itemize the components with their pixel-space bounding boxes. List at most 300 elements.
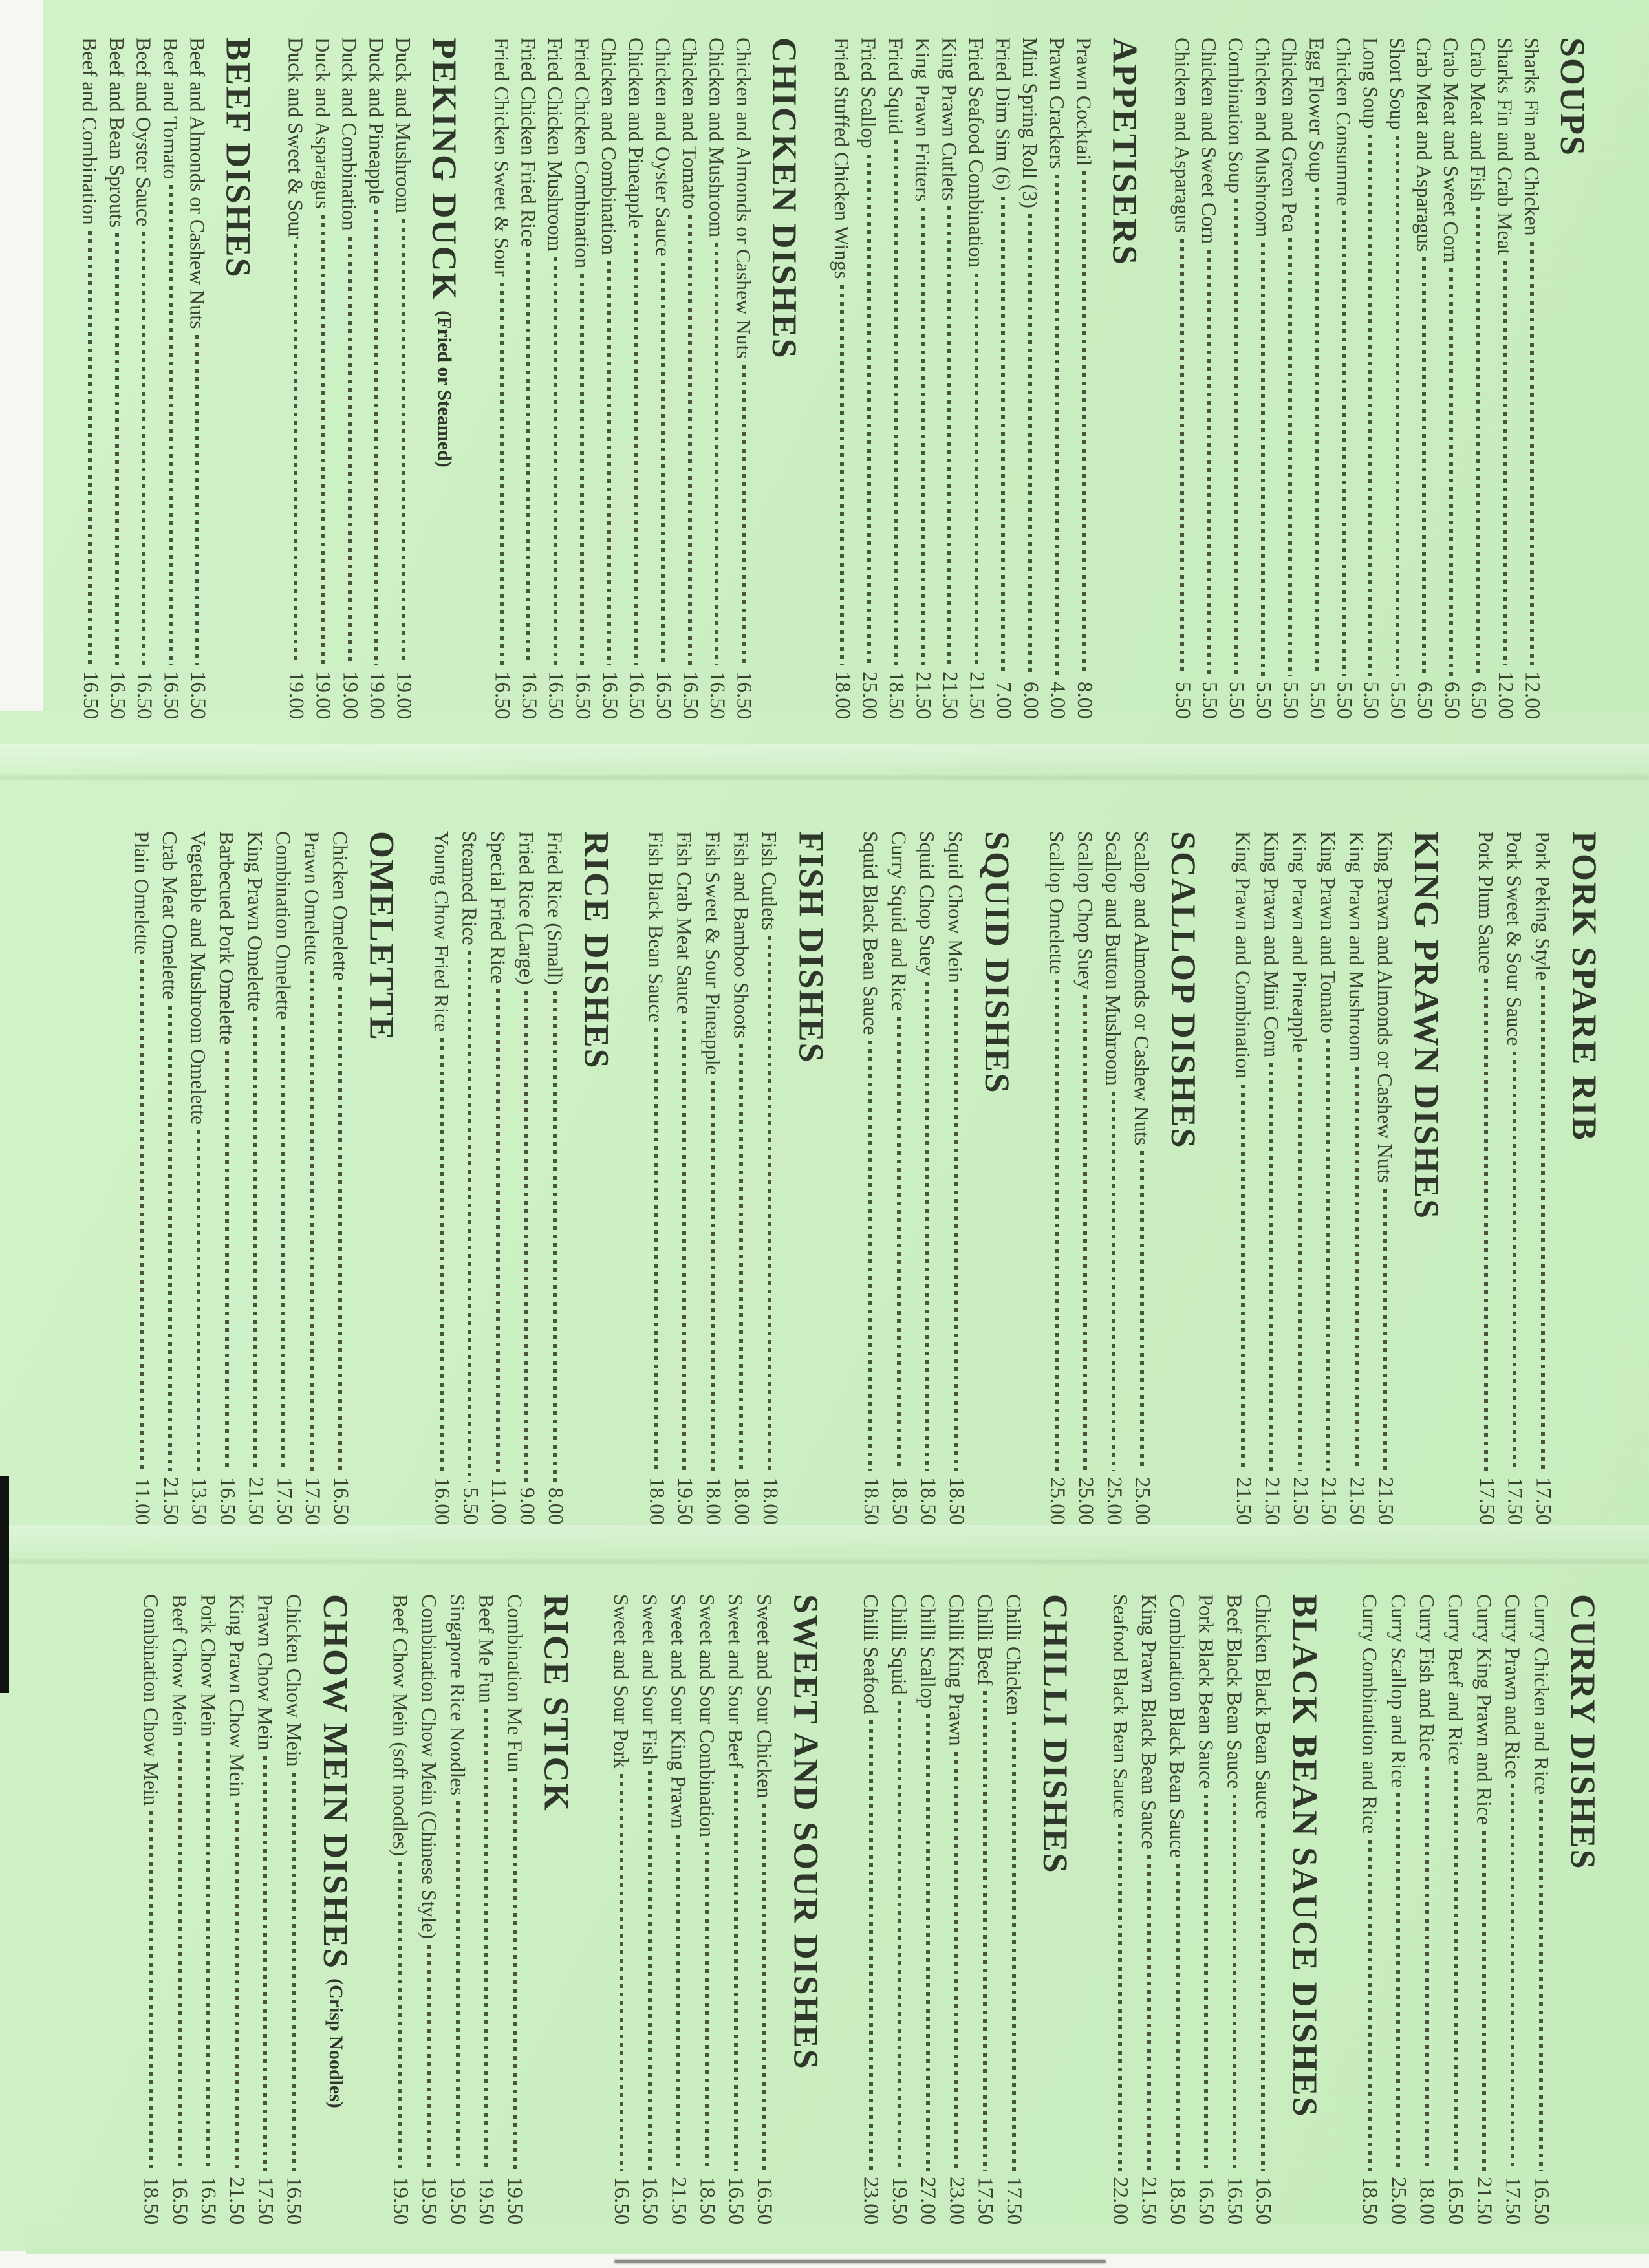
item-price: 22.00 [1108,2176,1132,2225]
dot-leader [1342,211,1346,676]
menu-item [279,1594,308,2225]
menu-item [990,38,1017,719]
item-name: King Prawn and Mushroom [1344,831,1368,1062]
item-name: Chicken and Mushroom [705,38,729,238]
menu-item [1500,831,1529,1525]
item-price: 16.50 [752,2176,776,2225]
item-name: Sweet and Sour Beef [724,1594,748,1769]
dot-leader [1112,1092,1116,1471]
item-price: 19.00 [311,671,335,719]
item-price: 16.50 [282,2176,306,2225]
menu-section [427,831,616,1525]
item-name: Duck and Combination [338,38,361,231]
dot-leader [1454,1771,1458,2171]
item-name: Egg Flower Soup [1305,38,1329,182]
menu-item [641,831,670,1525]
item-name: Chicken Omelette [329,831,352,981]
item-price: 5.50 [1278,682,1302,719]
dot-leader [975,274,978,665]
section-title: BEEF DISHES [219,38,258,279]
menu-item [909,38,936,719]
item-name: Pork Black Bean Sauce [1194,1594,1218,1789]
item-name: Chicken and Sweet Corn [1197,38,1221,244]
dot-leader [321,215,325,665]
menu-item [828,38,856,719]
dot-leader [402,219,405,665]
item-name: Squid Chop Suey [916,831,940,977]
dot-leader [1449,268,1453,676]
item-price: 6.50 [1439,682,1463,719]
dot-leader [734,1774,738,2170]
menu-item [166,1594,194,2225]
menu-item [542,38,569,719]
item-price: 16.50 [1194,2176,1218,2225]
item-name: Sweet and Sour Chicken [753,1594,777,1798]
item-name: Sharks Fin and Crab Meat [1493,38,1517,255]
section-heading [765,38,804,719]
dot-leader [456,1801,460,2171]
item-name: Chilli King Prawn [945,1594,969,1746]
menu-item [1220,1594,1249,2225]
dot-leader [898,1701,901,2171]
item-price: 18.50 [695,2176,719,2225]
menu-item [730,38,757,719]
item-price: 16.50 [678,671,702,719]
item-name: Curry Scallop and Rice [1386,1594,1410,1788]
menu-item [1286,831,1314,1525]
item-name: Chicken and Mushroom [1251,38,1275,238]
dot-leader [142,232,146,665]
section-title: PORK SPARE RIB [1565,831,1604,1142]
menu-paper-bottom [26,2225,1649,2254]
section-heading [1406,831,1445,1525]
item-name: Vegetable and Mushroom Omelette [187,831,211,1125]
item-name: Chicken Consumme [1331,38,1355,206]
item-name: Pork Chow Mein [197,1594,221,1737]
item-name: Barbecued Pork Omelette [215,831,239,1045]
menu-section [1106,1594,1324,2225]
item-name: King Prawn Black Bean Sauce [1137,1594,1161,1850]
dot-leader [1539,1800,1543,2171]
item-price: 18.00 [645,1476,669,1525]
section-title: KING PRAWN DISHES [1406,831,1446,1220]
section-heading [219,38,257,719]
item-price: 16.50 [167,2176,191,2225]
dot-leader [1241,1085,1245,1471]
menu-item [241,831,270,1525]
item-price: 16.00 [430,1476,454,1525]
item-price: 21.50 [938,671,962,719]
item-price: 5.50 [458,1487,482,1525]
item-name: Crab Meat and Asparagus [1412,38,1436,252]
item-price: 16.50 [598,671,621,719]
item-name: Fried Rice (Small) [543,831,567,986]
item-name: Sweet and Sour Fish [638,1594,662,1765]
item-name: Sweet and Sour King Prawn [667,1594,691,1829]
item-price: 5.50 [1251,682,1275,719]
item-price: 25.00 [1130,1476,1154,1525]
item-name: Chilli Chicken [1002,1594,1026,1716]
item-price: 18.50 [884,671,908,719]
section-title: OMELETTE [362,831,402,1042]
item-name: Beef and Combination [78,38,102,225]
dot-leader [1513,1052,1516,1471]
menu-item [1412,1594,1441,2225]
item-price: 16.50 [706,671,729,719]
menu-section [283,38,464,719]
menu-item [501,1594,529,2225]
item-name: Sweet and Sour Pork [610,1594,634,1769]
dot-leader [1028,214,1032,676]
item-name: King Prawn Omelette [243,831,267,1012]
section-heading [424,38,463,719]
dot-leader [1288,238,1292,676]
item-name: King Prawn and Tomato [1317,831,1341,1033]
dot-leader [648,1771,652,2171]
item-price: 17.50 [272,1476,296,1525]
section-subtitle: (Crisp Noodles) [325,1978,347,2108]
section-heading [1553,38,1592,719]
item-price: 21.50 [667,2176,691,2225]
dot-leader [197,1130,200,1471]
item-name: King Prawn Fritters [911,38,934,202]
menu-item [1371,831,1399,1525]
dot-leader [526,253,530,665]
item-name: Fried Dim Sim (6) [991,38,1015,191]
item-name: Chilli Scallop [916,1594,940,1709]
dot-leader [292,1773,296,2171]
item-price: 19.50 [446,2176,469,2225]
dot-leader [513,1778,517,2171]
item-name: Chicken and Oyster Sauce [651,38,675,257]
dot-leader [1082,171,1086,676]
menu-item [596,38,623,719]
menu-item [569,38,596,719]
item-name: King Prawn Cutlets [938,38,962,201]
item-price: 21.50 [225,2176,249,2225]
dot-leader [926,1714,930,2171]
section-heading [1564,1594,1602,2225]
scanner-edge-artifact [0,1476,9,1693]
item-price: 23.00 [945,2176,969,2225]
menu-item [415,1594,443,2225]
item-price: 16.50 [544,671,568,719]
item-price: 16.50 [1251,2176,1275,2225]
menu-item [455,831,484,1525]
dot-leader [1176,1864,1180,2171]
item-name: Crab Meat Omelette [158,831,182,1000]
menu-item [1355,1594,1384,2225]
item-name: Beef Me Fun [475,1594,499,1703]
menu-item [156,831,184,1525]
menu-item [636,1594,664,2225]
item-price: 25.00 [1046,1476,1070,1525]
item-price: 19.00 [392,671,416,719]
section-heading [362,831,401,1525]
item-name: Mini Spring Roll (3) [1018,38,1042,209]
menu-item [913,831,942,1525]
item-price: 21.50 [965,671,989,719]
dot-leader [1355,1067,1359,1471]
menu-item [512,831,541,1525]
menu-item [157,38,184,719]
item-price: 7.00 [992,682,1016,719]
item-price: 19.50 [503,2176,527,2225]
item-name: Chicken Black Bean Sauce [1251,1594,1275,1819]
menu-item [363,38,390,719]
dot-leader [1326,1039,1330,1471]
menu-item [1223,38,1250,719]
dot-leader [1147,1855,1151,2171]
menu-section [641,831,830,1525]
menu-item [488,38,515,719]
item-name: Curry Combination and Rice [1358,1594,1382,1834]
section-heading [316,1594,355,2225]
dot-leader [1396,1793,1400,2170]
item-name: Pork Sweet & Sour Sauce [1503,831,1526,1046]
menu-item [1099,831,1128,1525]
item-name: Chicken and Almonds or Cashew Nuts [732,38,756,359]
menu-item [194,1594,222,2225]
dot-leader [554,257,557,665]
item-price: 16.50 [517,671,541,719]
menu-item [222,1594,251,2225]
menu-item [1249,1594,1277,2225]
menu-item [213,831,241,1525]
menu-item [1411,38,1438,719]
dot-leader [1261,1824,1265,2170]
item-price: 16.50 [159,671,183,719]
menu-item [1042,831,1071,1525]
menu-item [942,831,970,1525]
item-price: 16.50 [732,671,756,719]
menu-item [664,1594,693,2225]
dot-leader [1422,257,1426,676]
item-name: Beef Chow Mein [168,1594,192,1737]
dot-leader [1234,199,1238,676]
item-price: 16.50 [215,1476,239,1525]
menu-item [515,38,543,719]
menu-item [541,831,569,1525]
menu-item [704,38,731,719]
item-price: 19.50 [474,2176,498,2225]
item-price: 17.50 [1002,2176,1026,2225]
menu-item [390,38,417,719]
menu-item [1128,831,1156,1525]
item-name: Combination Black Bean Sauce [1166,1594,1190,1858]
dot-leader [338,987,342,1471]
item-price: 19.50 [673,1476,697,1525]
item-name: Crab Meat and Sweet Corn [1439,38,1463,263]
dot-leader [1001,197,1005,676]
item-name: Combination Soup [1224,38,1248,193]
item-price: 21.50 [1317,1476,1341,1525]
dot-leader [1055,980,1059,1471]
item-name: Beef and Bean Sprouts [105,38,129,228]
item-name: Squid Chow Mein [944,831,968,983]
item-price: 4.00 [1046,682,1070,719]
item-price: 25.00 [1386,2176,1410,2225]
item-price: 18.00 [1415,2176,1439,2225]
menu-item [136,1594,165,2225]
item-name: Chilli Squid [888,1594,912,1695]
item-price: 25.00 [857,671,881,719]
item-price: 16.50 [329,1476,353,1525]
item-price: 19.50 [887,2176,911,2225]
item-price: 17.50 [1503,1476,1527,1525]
item-name: Prawn Chow Mein [253,1594,277,1751]
dot-leader [1118,1824,1122,2171]
menu-item [1000,1594,1028,2225]
menu-section [127,831,401,1525]
dot-leader [225,1051,229,1471]
item-name: Fried Seafood Combination [965,38,989,268]
dot-leader [374,210,378,665]
menu-item [971,1594,999,2225]
dot-leader [149,1811,153,2171]
menu-item [942,1594,971,2225]
section-heading [1105,38,1144,719]
menu-item [1163,1594,1192,2225]
dot-leader [739,1044,743,1471]
dot-leader [169,185,173,665]
item-name: Fish Sweet & Sour Pineapple [701,831,725,1075]
menu-item [623,38,650,719]
menu-item [963,38,990,719]
menu-item [1257,831,1286,1525]
item-name: Special Fried Rice [486,831,510,984]
item-price: 18.50 [916,1476,940,1525]
item-price: 6.50 [1413,682,1437,719]
item-price: 16.50 [625,671,649,719]
dot-leader [768,936,771,1471]
menu-item [649,38,676,719]
item-price: 9.00 [515,1487,539,1525]
item-name: Seafood Black Bean Sauce [1108,1594,1132,1818]
item-price: 18.50 [1165,2176,1189,2225]
dot-leader [1484,979,1488,1471]
dot-leader [868,1041,872,1471]
menu-item [336,38,363,719]
item-name: Chicken Chow Mein [282,1594,306,1767]
menu-item [1044,38,1071,719]
menu-section [1472,831,1604,1525]
item-name: Squid Black Bean Sauce [859,831,883,1035]
item-price: 8.00 [543,1487,567,1525]
dot-leader [580,274,584,665]
dot-leader [742,365,746,665]
menu-item [1196,38,1223,719]
section-title: BLACK BEAN SAUCE DISHES [1286,1594,1324,2118]
item-name: Fried Rice (Large) [515,831,539,985]
dot-leader [440,1038,444,1471]
item-price: 16.50 [609,2176,633,2225]
item-price: 5.50 [1171,682,1195,719]
item-price: 18.50 [944,1476,968,1525]
dot-leader [553,991,557,1482]
item-price: 6.50 [1467,682,1491,719]
menu-item [1017,38,1044,719]
section-title: CURRY DISHES [1564,1594,1602,1870]
menu-section [1355,1594,1602,2225]
menu-section [488,38,804,719]
section-heading [786,1594,825,2225]
menu-item [184,38,211,719]
item-price: 18.00 [702,1476,726,1525]
dot-leader [253,1017,257,1471]
item-price: 8.00 [1072,682,1096,719]
dot-leader [983,1691,987,2170]
item-price: 21.50 [1260,1476,1284,1525]
dot-leader [484,1709,488,2171]
dot-leader [496,989,500,1472]
item-price: 5.50 [1359,682,1383,719]
item-price: 16.50 [132,671,156,719]
item-name: Fried Stuffed Chicken Wings [830,38,854,279]
section-heading [1565,831,1604,1525]
menu-item [1472,831,1500,1525]
menu-item [184,831,213,1525]
menu-item [1470,1594,1498,2225]
item-price: 5.50 [1332,682,1356,719]
section-title: SCALLOP DISHES [1164,831,1203,1149]
dot-leader [1269,1063,1273,1471]
dot-leader [195,335,199,665]
item-price: 21.50 [158,1476,182,1525]
item-name: Duck and Asparagus [311,38,335,209]
item-price: 16.50 [724,2176,748,2225]
item-price: 18.50 [888,1476,911,1525]
dot-leader [1476,207,1480,676]
dot-leader [634,234,638,665]
item-price: 18.50 [1358,2176,1382,2225]
item-name: Fish Crab Meat Sauce [673,831,696,1015]
dot-leader [115,233,119,665]
menu-item [1518,38,1546,719]
menu-section [1229,831,1446,1525]
menu-item [1229,831,1257,1525]
menu-item [427,831,456,1525]
item-name: Curry Prawn and Rice [1501,1594,1525,1779]
item-price: 21.50 [1374,1476,1397,1525]
item-price: 16.50 [105,671,129,719]
dot-leader [310,971,314,1471]
dot-leader [140,960,144,1472]
dot-leader [1511,1784,1514,2170]
item-name: Sweet and Sour Combination [695,1594,719,1837]
menu-section [607,1594,826,2225]
dot-leader [468,951,471,1482]
dot-leader [1180,239,1184,676]
dot-leader [1396,136,1399,676]
item-name: Curry King Prawn and Rice [1472,1594,1496,1826]
section-title: RICE STICK [537,1594,576,1812]
menu-item [103,38,131,719]
item-price: 21.50 [1345,1476,1369,1525]
item-name: Long Soup [1359,38,1383,129]
item-name: Scallop and Almonds or Cashew Nuts [1130,831,1154,1146]
dot-leader [1425,1767,1429,2171]
menu-item [1438,38,1465,719]
menu-item [727,831,755,1525]
menu-panel-bottom [44,1594,1602,2225]
menu-item [670,831,698,1525]
menu-item [607,1594,636,2225]
item-name: Combination Omelette [272,831,296,1021]
menu-item [326,831,354,1525]
item-price: 17.50 [1501,2176,1525,2225]
dot-leader [348,237,352,665]
